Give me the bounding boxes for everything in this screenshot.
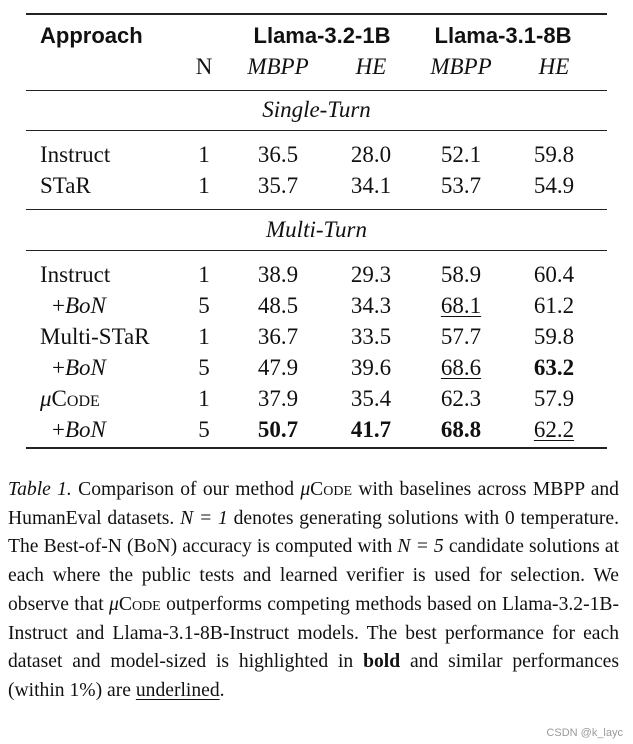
header-model-8b: Llama-3.1-8B bbox=[434, 23, 572, 48]
table-cell: 39.6 bbox=[350, 355, 392, 380]
row-approach: Instruct bbox=[40, 262, 111, 287]
table-cell: 62.3 bbox=[440, 386, 482, 411]
table-cell: 57.7 bbox=[440, 324, 482, 349]
table-cell: 34.3 bbox=[350, 293, 392, 318]
table-cell: 60.4 bbox=[533, 262, 575, 287]
section-title-single-turn: Single-Turn bbox=[262, 97, 371, 122]
table-cell: 59.8 bbox=[533, 324, 575, 349]
caption-label: Table 1. bbox=[8, 479, 72, 500]
table-cell: 58.9 bbox=[440, 262, 482, 287]
row-approach: μCode bbox=[40, 386, 100, 411]
table-cell: 37.9 bbox=[257, 386, 299, 411]
table-cell-underlined: 68.1 bbox=[440, 293, 482, 318]
section-rule-1 bbox=[26, 130, 607, 131]
header-model-1b: Llama-3.2-1B bbox=[253, 23, 391, 48]
row-approach: +BoN bbox=[52, 355, 106, 380]
table-cell-bold: 50.7 bbox=[257, 417, 299, 442]
section-divider-rule bbox=[26, 209, 607, 210]
row-approach: Instruct bbox=[40, 142, 111, 167]
table-cell: 34.1 bbox=[350, 173, 392, 198]
row-n: 1 bbox=[198, 173, 210, 198]
row-approach: STaR bbox=[40, 173, 91, 198]
table-cell-underlined: 62.2 bbox=[533, 417, 575, 442]
header-approach: Approach bbox=[40, 23, 143, 48]
table-cell: 54.9 bbox=[533, 173, 575, 198]
table-cell: 35.4 bbox=[350, 386, 392, 411]
header-rule bbox=[26, 90, 607, 91]
table-cell: 29.3 bbox=[350, 262, 392, 287]
table-cell: 61.2 bbox=[533, 293, 575, 318]
header-he-1b: HE bbox=[355, 54, 387, 79]
table-cell: 38.9 bbox=[257, 262, 299, 287]
section-rule-2 bbox=[26, 250, 607, 251]
row-n: 1 bbox=[198, 324, 210, 349]
table-cell: 57.9 bbox=[533, 386, 575, 411]
table-caption: Table 1. Comparison of our method μCode with baselines across MBPP and HumanEval datasets. N = 1 denotes generating solutions with 0 temperature. The Best-of-N (BoN) accuracy is computed with N = 5 candidate solutions at each where the public tests and learned verifier is used for selection. We observe that μCode outperforms competing methods based on Llama-3.2-1B-Instruct and Llama-3.1-8B-Instruct models. The best performance for each dataset and model-sized is highlighted in bold and similar performances (within 1%) are underlined. bbox=[8, 479, 620, 701]
header-he-8b: HE bbox=[538, 54, 570, 79]
row-n: 5 bbox=[198, 417, 210, 442]
table-cell: 59.8 bbox=[533, 142, 575, 167]
table-cell-bold: 68.8 bbox=[440, 417, 482, 442]
row-approach: Multi-STaR bbox=[40, 324, 150, 349]
table-cell: 48.5 bbox=[257, 293, 299, 318]
watermark: CSDN @k_layc bbox=[546, 727, 623, 739]
table-cell-bold: 41.7 bbox=[350, 417, 392, 442]
table-cell: 53.7 bbox=[440, 173, 482, 198]
table-cell: 33.5 bbox=[350, 324, 392, 349]
table-cell: 28.0 bbox=[350, 142, 392, 167]
table-cell: 35.7 bbox=[257, 173, 299, 198]
row-n: 1 bbox=[198, 262, 210, 287]
table-cell: 47.9 bbox=[257, 355, 299, 380]
table-cell: 36.7 bbox=[257, 324, 299, 349]
bottom-rule bbox=[26, 447, 607, 449]
header-n: N bbox=[195, 54, 213, 79]
row-n: 1 bbox=[198, 386, 210, 411]
table-cell: 36.5 bbox=[257, 142, 299, 167]
row-approach: +BoN bbox=[52, 293, 106, 318]
table-cell: 52.1 bbox=[440, 142, 482, 167]
table-cell-bold: 63.2 bbox=[533, 355, 575, 380]
row-approach: +BoN bbox=[52, 417, 106, 442]
row-n: 5 bbox=[198, 355, 210, 380]
top-rule bbox=[26, 13, 607, 15]
header-mbpp-1b: MBPP bbox=[247, 54, 309, 79]
table-cell-underlined: 68.6 bbox=[440, 355, 482, 380]
section-title-multi-turn: Multi-Turn bbox=[266, 217, 367, 242]
row-n: 5 bbox=[198, 293, 210, 318]
row-n: 1 bbox=[198, 142, 210, 167]
header-mbpp-8b: MBPP bbox=[430, 54, 492, 79]
